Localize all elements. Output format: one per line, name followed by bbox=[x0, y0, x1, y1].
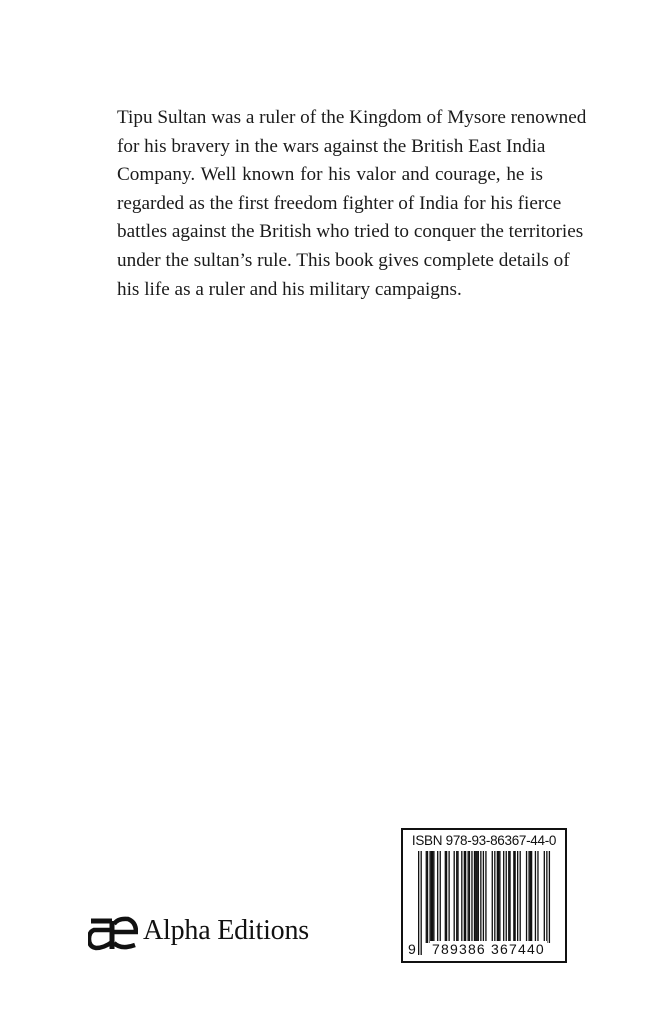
barcode-bar bbox=[531, 851, 532, 943]
isbn-barcode bbox=[401, 828, 567, 963]
barcode-bar bbox=[537, 851, 538, 955]
barcode-bar bbox=[433, 851, 434, 943]
barcode-bar bbox=[445, 851, 446, 943]
barcode-bar bbox=[485, 851, 486, 943]
barcode-bar bbox=[508, 851, 509, 943]
barcode-bar bbox=[418, 851, 419, 955]
barcode-bar bbox=[503, 851, 504, 943]
barcode-bar bbox=[506, 851, 507, 943]
barcode-bar bbox=[549, 851, 550, 943]
description-line: his life as a ruler and his military campaigns. bbox=[117, 278, 462, 300]
barcode-bar bbox=[469, 851, 470, 943]
barcode-bar bbox=[456, 851, 457, 943]
barcode-bar bbox=[474, 851, 475, 943]
barcode-bar bbox=[454, 851, 455, 943]
barcode-bar bbox=[513, 851, 514, 943]
barcode-bar bbox=[528, 851, 529, 943]
barcode-bar bbox=[497, 851, 498, 943]
barcode-bar bbox=[514, 851, 515, 943]
barcode-bar bbox=[461, 851, 462, 943]
barcode-bar bbox=[499, 851, 500, 943]
barcode-bar bbox=[429, 851, 430, 943]
barcode-bar bbox=[464, 851, 465, 943]
book-description bbox=[117, 104, 587, 304]
barcode-bar bbox=[440, 851, 441, 943]
barcode-bar bbox=[509, 851, 510, 943]
barcode-bar bbox=[480, 851, 481, 955]
barcode-bar bbox=[483, 851, 484, 943]
description-line: under the sultan’s rule. This book gives complete details of bbox=[117, 249, 570, 271]
barcode-bar bbox=[432, 851, 433, 943]
barcode-digit-first: 9 bbox=[408, 941, 416, 957]
publisher-name: Alpha Editions bbox=[143, 915, 309, 946]
barcode-bar bbox=[468, 851, 469, 943]
barcode-bar bbox=[544, 851, 545, 943]
description-line: for his bravery in the wars against the British East India bbox=[117, 135, 546, 157]
barcode-bar bbox=[475, 851, 476, 955]
barcode-bar bbox=[530, 851, 531, 943]
barcode-bar bbox=[446, 851, 447, 943]
barcode-bar bbox=[517, 851, 518, 943]
isbn-label: ISBN 978-93-86367-44-0 bbox=[411, 833, 557, 848]
barcode-bar bbox=[427, 851, 428, 943]
barcode-bar bbox=[520, 851, 521, 943]
barcode-bar bbox=[494, 851, 495, 943]
barcode-bar bbox=[437, 851, 438, 943]
barcode-bar bbox=[492, 851, 493, 943]
barcode-digits-rest: 789386 367440 bbox=[432, 941, 545, 957]
publisher-imprint bbox=[88, 910, 309, 952]
barcode-bar bbox=[448, 851, 449, 943]
description-line: battles against the British who tried to conquer the territories bbox=[117, 221, 584, 243]
barcode-bar bbox=[498, 851, 499, 943]
barcode-bar bbox=[465, 851, 466, 943]
barcode-bar bbox=[457, 851, 458, 943]
description-line: Tipu Sultan was a ruler of the Kingdom of Mysore renowned bbox=[117, 107, 587, 128]
barcode-bar bbox=[421, 851, 422, 955]
barcode-bar bbox=[471, 851, 472, 943]
description-line: regarded as the first freedom fighter of India for his fierce bbox=[117, 192, 562, 214]
barcode-bar bbox=[426, 851, 427, 943]
barcode-bar bbox=[478, 851, 479, 955]
barcode-bar bbox=[431, 851, 432, 943]
ae-ligature-logo-icon bbox=[88, 910, 138, 952]
barcode-bar bbox=[546, 851, 547, 943]
barcode-bar bbox=[526, 851, 527, 943]
barcode-bar bbox=[535, 851, 536, 955]
barcode-bar bbox=[476, 851, 477, 955]
description-line: Company. Well known for his valor and courage, he is bbox=[117, 164, 543, 186]
